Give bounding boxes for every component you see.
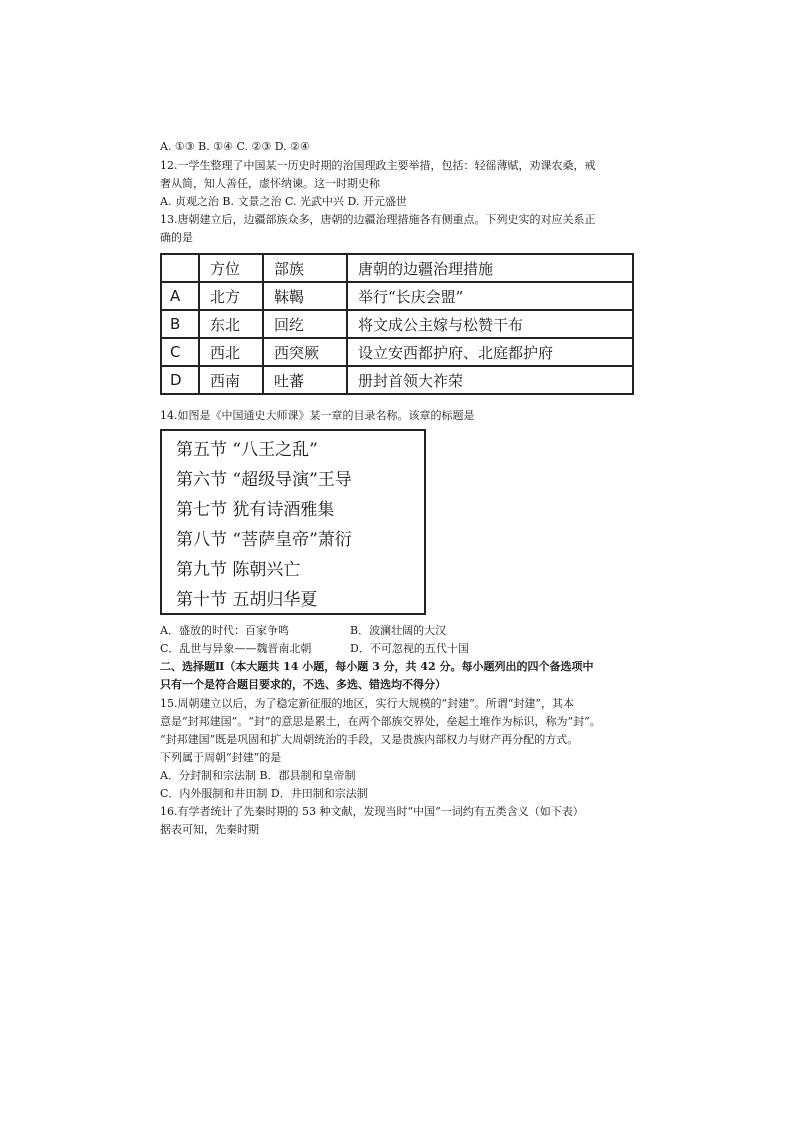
q13-table	[160, 253, 634, 395]
q13-stem-line1: 13.唐朝建立后，边疆部族众多，唐朝的边疆治理措施各有侧重点。下列史实的对应关系正	[160, 213, 596, 226]
q12-stem-line1: 12.一学生整理了中国某一历史时期的治国理政主要举措，包括：轻徭薄赋，劝课农桑，戒	[160, 159, 596, 172]
q15-line2: 意是“封邦建国”。“封”的意思是累土，在两个部族交界处，垒起土堆作为标识，称为“封”。	[160, 715, 601, 728]
table-cell: 东北	[199, 310, 263, 338]
q13-stem-line2: 确的是	[160, 231, 193, 244]
table-header-cell: 部族	[263, 254, 347, 282]
table-cell: 西突厥	[263, 338, 347, 366]
table-cell: 将文成公主嫁与松赞干布	[347, 310, 633, 338]
table-cell: 回纥	[263, 310, 347, 338]
q11-options: A. ①③ B. ①④ C. ②③ D. ②④	[160, 140, 310, 153]
table-row	[161, 366, 633, 394]
q14-option-b: B．波澜壮阔的大汉	[350, 624, 447, 637]
contents-section: 第九节 陈朝兴亡	[176, 560, 301, 580]
table-cell: 吐蕃	[263, 366, 347, 394]
table-header-row	[161, 254, 633, 282]
table-row	[161, 338, 633, 366]
contents-section: 第十节 五胡归华夏	[176, 590, 318, 610]
q16-line2: 据表可知，先秦时期	[160, 823, 259, 836]
table-cell: A	[161, 282, 199, 310]
table-cell: 北方	[199, 282, 263, 310]
q14-stem: 14.如图是《中国通史大师课》某一章的目录名称。该章的标题是	[160, 409, 475, 422]
contents-section: 第七节 犹有诗酒雅集	[176, 500, 335, 520]
q15-line4: 下列属于周朝“封建”的是	[160, 751, 282, 764]
section2-heading-line1: 二、选择题Ⅱ（本大题共 14 小题，每小题 3 分，共 42 分。每小题列出的四个备选项中	[160, 660, 594, 673]
table-cell: 册封首领大祚荣	[347, 366, 633, 394]
q15-line3: “封邦建国”既是巩固和扩大周朝统治的手段，又是贵族内部权力与财产再分配的方式。	[160, 733, 579, 746]
contents-section: 第八节 “菩萨皇帝”萧衍	[176, 530, 352, 550]
table-cell: 设立安西都护府、北庭都护府	[347, 338, 633, 366]
q14-option-c: C．乱世与异象——魏晋南北朝	[160, 642, 312, 655]
table-cell: 西北	[199, 338, 263, 366]
q14-option-d: D．不可忽视的五代十国	[350, 642, 469, 655]
q14-options-row1	[160, 622, 446, 640]
q14-options-row2	[160, 640, 469, 658]
table-header-cell: 方位	[199, 254, 263, 282]
q14-option-a: A．盛放的时代：百家争鸣	[160, 624, 289, 637]
q12-stem-line2: 奢从简，知人善任，虚怀纳谏。这一时期史称	[160, 177, 380, 190]
table-header-cell: 唐朝的边疆治理措施	[347, 254, 633, 282]
table-row	[161, 282, 633, 310]
table-header-cell	[161, 254, 199, 282]
q15-line1: 15.周朝建立以后，为了稳定新征服的地区，实行大规模的“封建”。所谓“封建”，其本	[160, 697, 574, 710]
table-row	[161, 310, 633, 338]
contents-section: 第五节 “八王之乱”	[176, 440, 318, 460]
table-cell: 靺鞨	[263, 282, 347, 310]
table-cell: D	[161, 366, 199, 394]
table-cell: 举行“长庆会盟”	[347, 282, 633, 310]
table-cell: B	[161, 310, 199, 338]
q15-options-line1: A．分封制和宗法制 B．郡县制和皇帝制	[160, 769, 356, 782]
table-cell: C	[161, 338, 199, 366]
q14-contents-box	[160, 429, 426, 615]
q12-options: A. 贞观之治 B. 文景之治 C. 光武中兴 D. 开元盛世	[160, 195, 407, 208]
q16-line1: 16.有学者统计了先秦时期的 53 种文献，发现当时“中国”一词约有五类含义（如下表）	[160, 805, 584, 818]
q15-options-line2: C．内外服制和井田制 D．井田制和宗法制	[160, 787, 368, 800]
contents-section: 第六节 “超级导演”王导	[176, 470, 352, 490]
section2-heading-line2: 只有一个是符合题目要求的，不选、多选、错选均不得分）	[160, 678, 446, 691]
table-cell: 西南	[199, 366, 263, 394]
